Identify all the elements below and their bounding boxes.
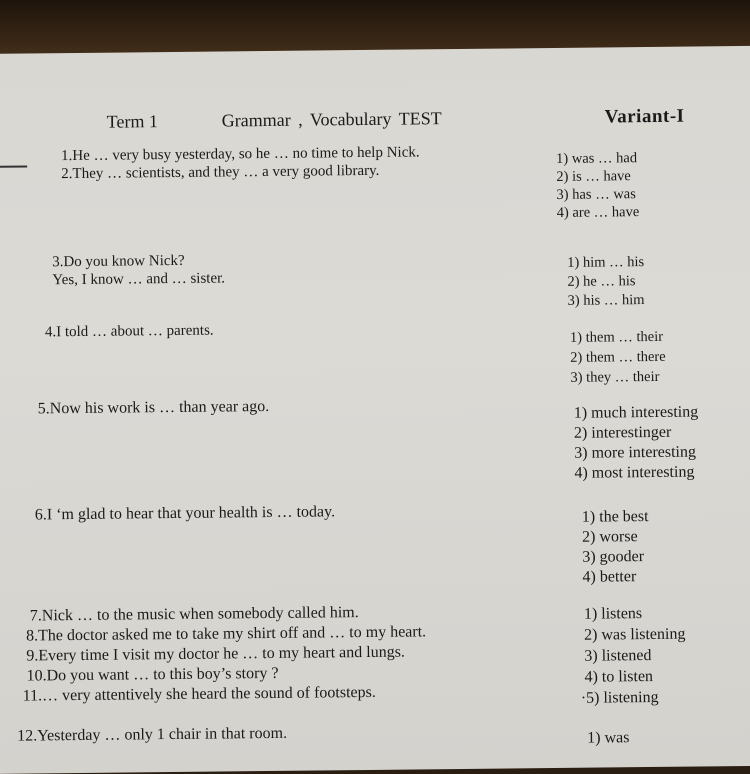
test-sheet: [0, 46, 750, 774]
option: 4) to listen: [584, 667, 654, 686]
option: 1) was … had: [556, 150, 638, 167]
question-6: 6.I ‘m glad to hear that your health is … today.: [34, 503, 336, 524]
option: 2) he … his: [567, 273, 636, 290]
option: 3) gooder: [582, 548, 645, 566]
option: 2) is … have: [556, 168, 631, 185]
question-3: 3.Do you know Nick?: [52, 252, 185, 271]
option: 1) the best: [581, 508, 649, 526]
question-5: 5.Now his work is … than year ago.: [37, 397, 270, 418]
option: 2) was listening: [584, 625, 686, 644]
option: 3) has … was: [556, 186, 636, 203]
question-11: 11.… very attentively she heard the sound of footsteps.: [22, 683, 376, 705]
option: 3) his … him: [567, 292, 645, 309]
question-7: 7.Nick … to the music when somebody called him.: [29, 604, 359, 625]
test-title: Grammar , Vocabulary TEST: [221, 108, 442, 131]
question-4: 4.I told … about … parents.: [44, 322, 214, 341]
option: 1) listens: [583, 605, 643, 623]
option: 4) are … have: [556, 204, 640, 221]
option: ·5) listening: [580, 688, 659, 707]
variant-label: Variant-I: [604, 105, 685, 128]
option: 3) they … their: [570, 368, 660, 386]
question-10: 10.Do you want … to this boy’s story ?: [26, 664, 279, 685]
option: 3) more interesting: [574, 443, 697, 462]
option: 1) was: [587, 729, 630, 747]
option: 1) him … his: [567, 254, 645, 271]
option: 4) most interesting: [574, 463, 695, 482]
margin-dash: [0, 166, 27, 168]
option: 4) better: [582, 568, 637, 586]
question-2: 2.They … scientists, and they … a very good library.: [61, 162, 380, 183]
option: 2) them … there: [570, 348, 666, 366]
option: 2) interestinger: [573, 423, 672, 442]
option: 3) listened: [584, 647, 652, 665]
question-3-line-2: Yes, I know … and … sister.: [52, 270, 226, 289]
question-8: 8.The doctor asked me to take my shirt off and … to my heart.: [26, 623, 427, 645]
option: 1) much interesting: [573, 403, 699, 422]
question-1: 1.He … very busy yesterday, so he … no time to help Nick.: [60, 144, 420, 165]
option: 2) worse: [582, 528, 638, 546]
term-label: Term 1: [106, 111, 159, 132]
option: 1) them … their: [569, 328, 664, 346]
question-9: 9.Every time I visit my doctor he … to my heart and lungs.: [26, 643, 405, 665]
question-12: 12.Yesterday … only 1 chair in that room.: [17, 724, 288, 745]
